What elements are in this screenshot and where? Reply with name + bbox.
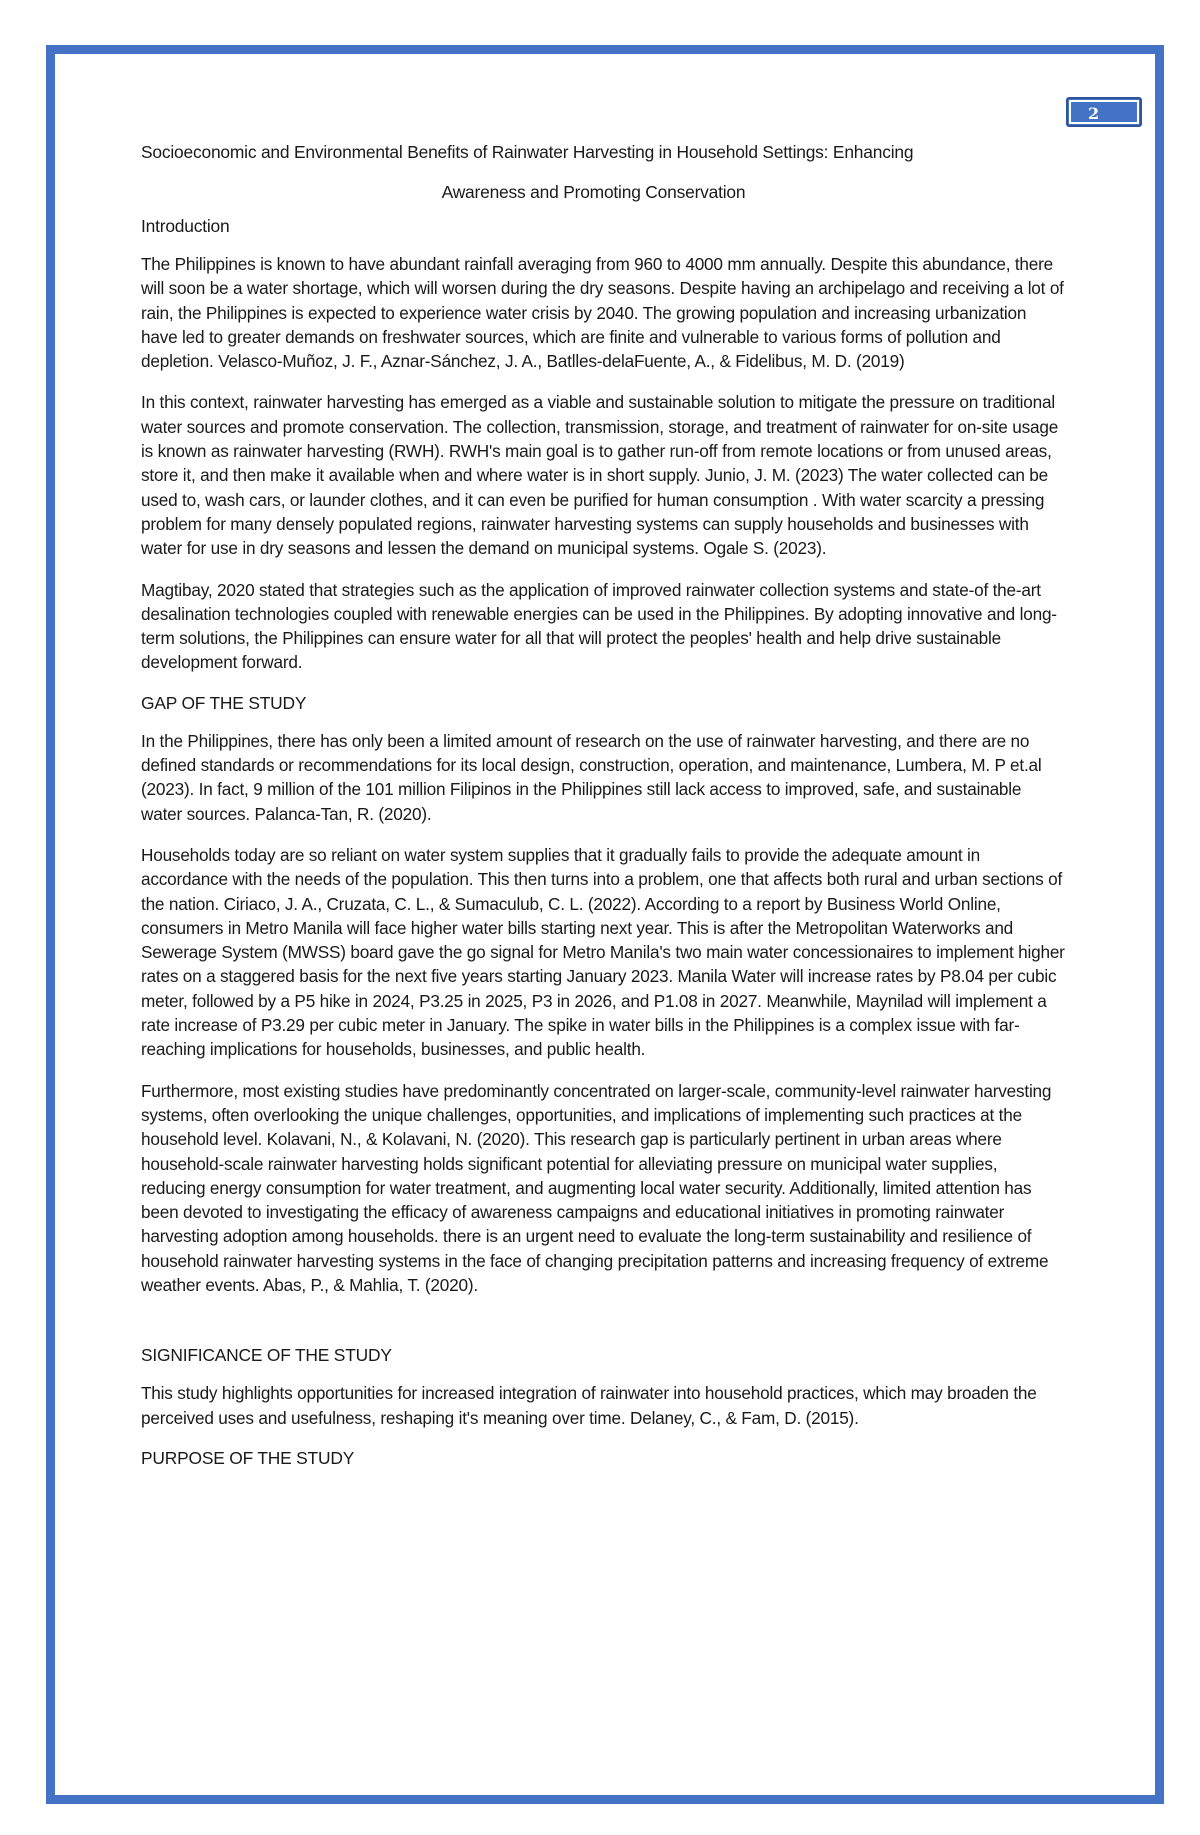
section-heading-significance: SIGNIFICANCE OF THE STUDY — [141, 1345, 392, 1366]
title-line-2: Awareness and Promoting Conservation — [441, 182, 746, 202]
gap-paragraph-3: Furthermore, most existing studies have predominantly concentrated on larger-scale, community-level rainwater harvesting systems, often overlooking the unique challenges, opportunities, and implications of implementing such practices at the household level. Kolavani, N., & Kolavani, N. (2020). This research gap is particularly pertinent in urban areas where household-scale rainwater harvesting holds significant potential for alleviating pressure on municipal water supplies, reducing energy consumption for water treatment, and augmenting local water security. Additionally, limited attention has been devoted to investigating the efficacy of awareness campaigns and educational initiatives in promoting rainwater harvesting adoption among households. there is an urgent need to evaluate the long-term sustainability and resilience of household rainwater harvesting systems in the face of changing precipitation patterns and increasing frequency of extreme weather events. Abas, P., & Mahlia, T. (2020). — [141, 1080, 1052, 1295]
section-spacer — [141, 1297, 1066, 1327]
section-heading-gap: GAP OF THE STUDY — [141, 692, 307, 713]
document-title — [141, 132, 1066, 212]
gap-paragraph-1: In the Philippines, there has only been a limited amount of research on the use of rainwater harvesting, and there are no defined standards or recommendations for its local design, construction, operation, and maintenance, Lumbera, M. P et.al (2023). In fact, 9 million of the 101 million Filipinos in the Philippines still lack access to improved, safe, and sustainable water sources. Palanca-Tan, R. (2020). — [141, 730, 1042, 824]
intro-paragraph-2: In this context, rainwater harvesting has emerged as a viable and sustainable solution to mitigate the pressure on traditional water sources and promote conservation. The collection, transmission, storage, and treatment of rainwater for on-site usage is known as rainwater harvesting (RWH). RWH's main goal is to gather run-off from remote locations or from unused areas, store it, and then make it available when and where water is in short supply. Junio, J. M. (2023) The water collected can be used to, wash cars, or launder clothes, and it can even be purified for human consumption . With water scarcity a pressing problem for many densely populated regions, rainwater harvesting systems can supply households and businesses with water for use in dry seasons and lessen the demand on municipal systems. Ogale S. (2023). — [141, 392, 1059, 559]
section-heading-introduction: Introduction — [141, 216, 230, 236]
section-heading-purpose: PURPOSE OF THE STUDY — [141, 1447, 355, 1468]
intro-paragraph-3: Magtibay, 2020 stated that strategies such as the application of improved rainwater collection systems and state-of the-art desalination technologies coupled with renewable energies can be used in the Philippines. By adopting innovative and long-term solutions, the Philippines can ensure water for all that will protect the peoples' health and help drive sustainable development forward. — [141, 579, 1057, 673]
title-line-1: Socioeconomic and Environmental Benefits of Rainwater Harvesting in Household Settings: Enhancing — [141, 142, 914, 162]
gap-paragraph-2: Households today are so reliant on water system supplies that it gradually fails to provide the adequate amount in accordance with the needs of the population. This then turns into a problem, one that affects both rural and urban sections of the nation. Ciriaco, J. A., Cruzata, C. L., & Sumaculub, C. L. (2022). According to a report by Business World Online, consumers in Metro Manila will face higher water bills starting next year. This is after the Metropolitan Waterworks and Sewerage System (MWSS) board gave the go signal for Metro Manila's two main water concessionaires to implement higher rates on a staggered basis for the next five years starting January 2023. Manila Water will increase rates by P8.04 per cubic meter, followed by a P5 hike in 2024, P3.25 in 2025, P3 in 2026, and P1.08 in 2027. Meanwhile, Maynilad will implement a rate increase of P3.29 per cubic meter in January. The spike in water bills in the Philippines is a complex issue with far-reaching implications for households, businesses, and public health. — [141, 844, 1065, 1060]
page-number-badge: 2 — [1066, 97, 1142, 127]
intro-paragraph-1: The Philippines is known to have abundant rainfall averaging from 960 to 4000 mm annually. Despite this abundance, there will soon be a water shortage, which will worsen during the dry seasons. Despite having an archipelago and receiving a lot of rain, the Philippines is expected to experience water crisis by 2040. The growing population and increasing urbanization have led to greater demands on freshwater sources, which are finite and vulnerable to various forms of pollution and depletion. Velasco-Muñoz, J. F., Aznar-Sánchez, J. A., Batlles-delaFuente, A., & Fidelibus, M. D. (2019) — [141, 254, 1064, 372]
significance-paragraph-1: This study highlights opportunities for increased integration of rainwater into household practices, which may broaden the perceived uses and usefulness, reshaping it's meaning over time. Delaney, C., & Fam, D. (2015). — [141, 1383, 1037, 1428]
document-body — [141, 140, 1066, 1470]
